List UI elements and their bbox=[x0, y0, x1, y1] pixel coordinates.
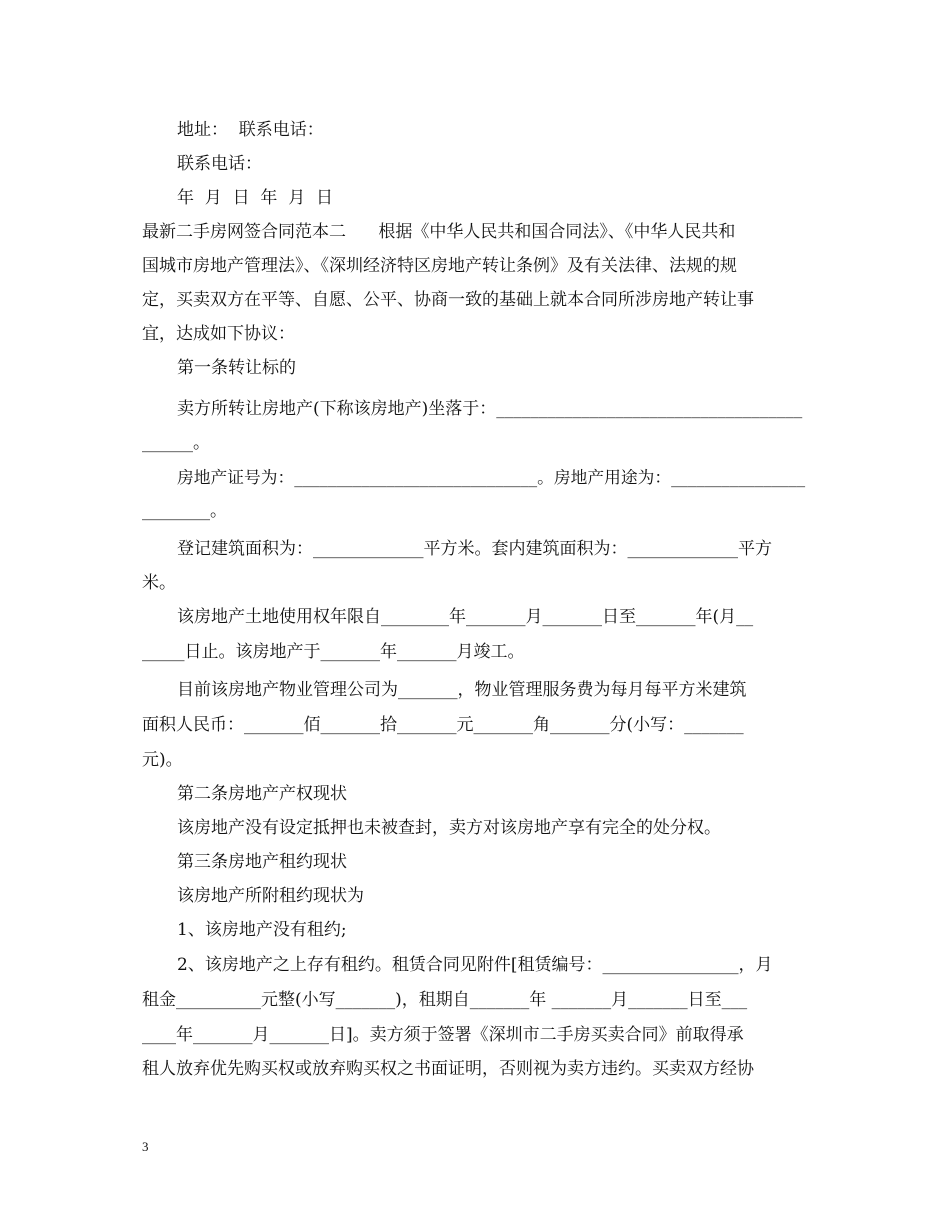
text-line: 目前该房地产物业管理公司为_______，物业管理服务费为每月每平方米建筑 bbox=[177, 680, 747, 700]
text-line: 米。 bbox=[142, 573, 176, 593]
text-line: 元)。 bbox=[142, 750, 183, 770]
text-line: ______。 bbox=[142, 433, 210, 453]
text-line: 登记建筑面积为：_____________平方米。套内建筑面积为：_____________平方 bbox=[177, 539, 772, 559]
text-line: ________。 bbox=[142, 501, 227, 521]
section-heading-3: 第三条房地产租约现状 bbox=[177, 852, 347, 872]
text-line: 宜，达成如下协议： bbox=[142, 324, 295, 344]
text-line: 定，买卖双方在平等、自愿、公平、协商一致的基础上就本合同所涉房地产转让事 bbox=[142, 290, 754, 310]
section-heading-1: 第一条转让标的 bbox=[177, 358, 296, 378]
text-line-address: 地址： 联系电话： bbox=[177, 120, 324, 140]
text-line: 面积人民币：_______佰_______拾_______元_______角_______分(小写：_______ bbox=[142, 715, 744, 735]
text-line: _____日止。该房地产于_______年_______月竣工。 bbox=[142, 642, 525, 662]
text-line-phone: 联系电话： bbox=[177, 154, 262, 174]
page-number: 3 bbox=[142, 1139, 149, 1154]
text-line: 该房地产所附租约现状为 bbox=[177, 886, 364, 906]
text-line: 房地产证号为：_____________________________。房地产用途为：________________ bbox=[177, 467, 806, 487]
text-line: 该房地产没有设定抵押也未被查封，卖方对该房地产享有完全的处分权。 bbox=[177, 818, 721, 838]
text-line: 该房地产土地使用权年限自________年_______月_______日至_______年(月__ bbox=[177, 607, 754, 627]
text-line: 租人放弃优先购买权或放弃购买权之书面证明，否则视为卖方违约。买卖双方经协 bbox=[142, 1059, 754, 1079]
text-line: 国城市房地产管理法》、《深圳经济特区房地产转让条例》及有关法律、法规的规 bbox=[142, 256, 737, 276]
text-line: ____年_______月_______日]。卖方须于签署《深圳市二手房买卖合同》前取得承 bbox=[142, 1025, 744, 1045]
list-item: 1、该房地产没有租约; bbox=[177, 920, 347, 940]
text-line: 最新二手房网签合同范本二 根据《中华人民共和国合同法》、《中华人民共和 bbox=[142, 222, 736, 242]
text-line: 租金__________元整(小写_______)，租期自_______年 _______月_______日至___ bbox=[142, 990, 748, 1010]
text-line: 卖方所转让房地产(下称该房地产)坐落于：____________________________________ bbox=[177, 399, 803, 419]
list-item: 2、该房地产之上存有租约。租赁合同见附件[租赁编号：________________，月 bbox=[177, 955, 773, 975]
text-line-date: 年 月 日 年 月 日 bbox=[177, 188, 334, 208]
section-heading-2: 第二条房地产产权现状 bbox=[177, 784, 347, 804]
